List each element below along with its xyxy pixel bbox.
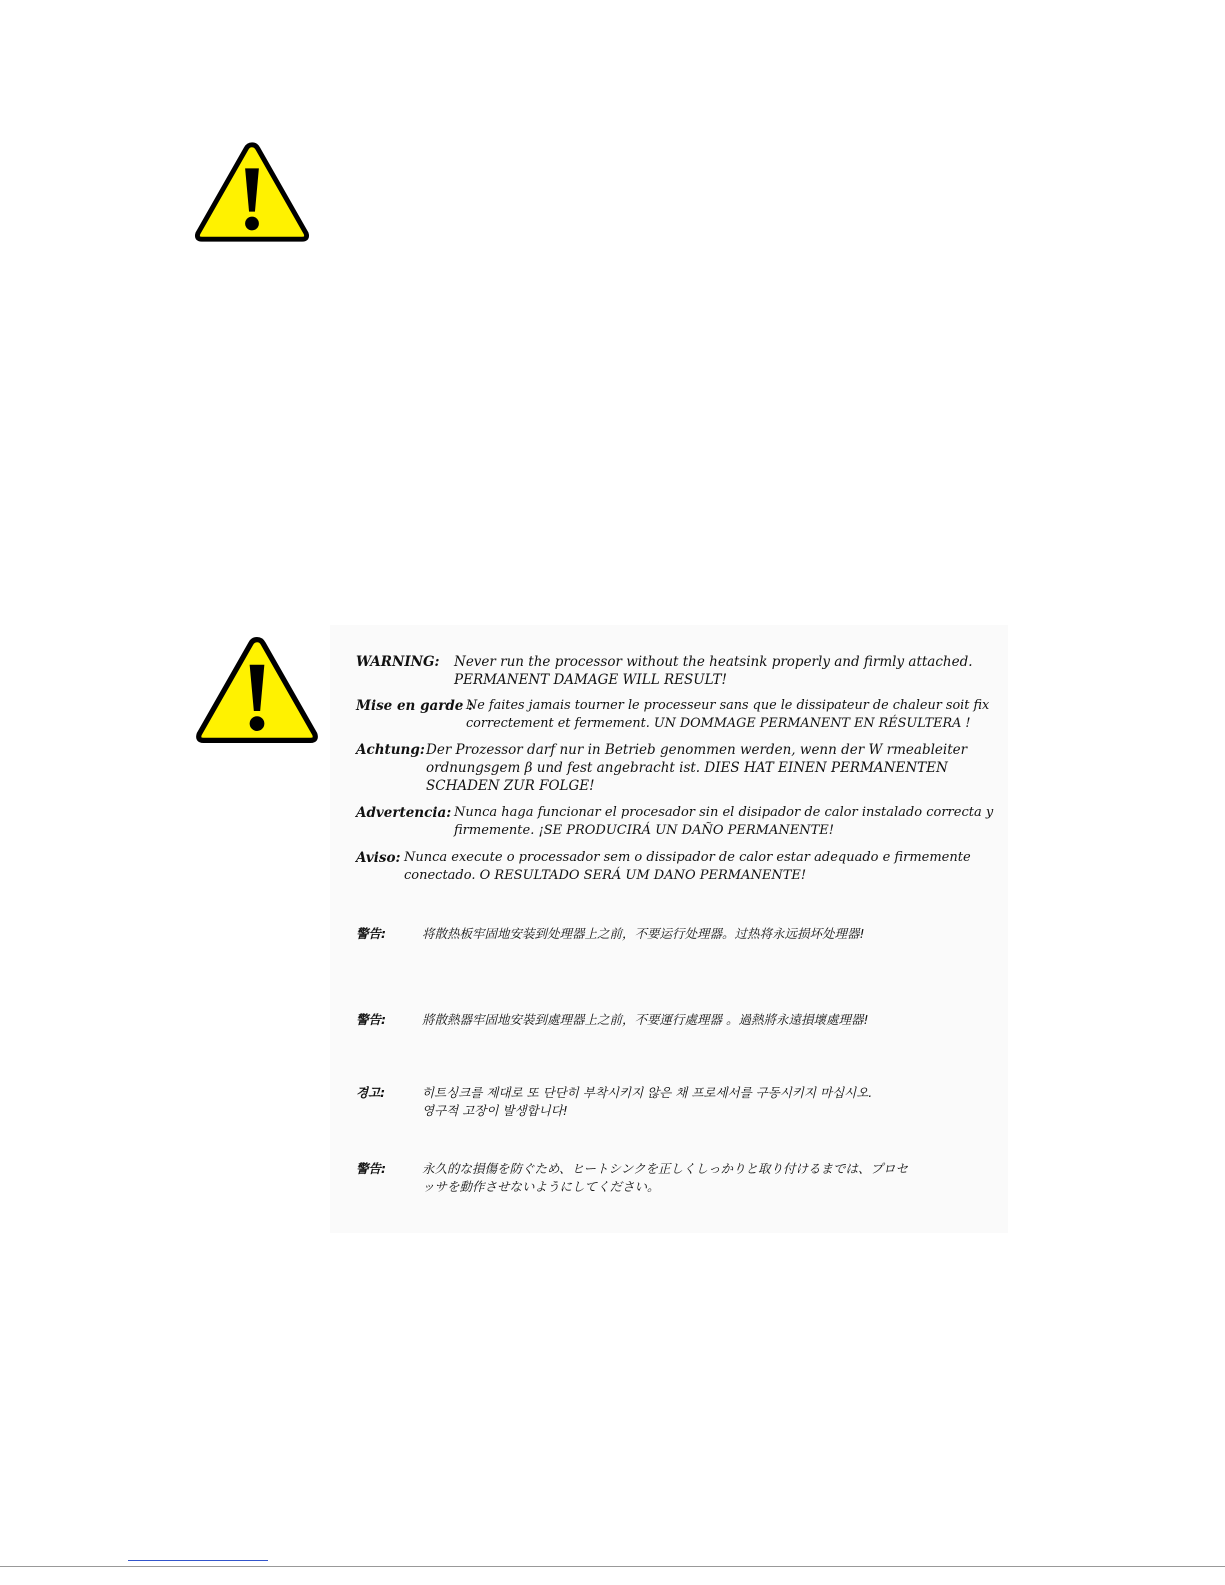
warning-notice-panel — [330, 625, 1008, 1233]
notice-label: 경고: — [356, 1085, 386, 1100]
notice-text: Ne faites jamais tourner le processeur sans que le dissipateur de chaleur soit fix correctement et fermement. UN DOMMAGE PERMANENT EN RÉSULTERA ! — [466, 698, 990, 731]
notice-label: 警告: — [356, 1012, 386, 1027]
notice-label: WARNING: — [356, 654, 440, 670]
notice-label: Mise en garde : — [356, 698, 474, 714]
notice-chinese-simplified — [356, 925, 865, 943]
notice-german — [356, 741, 968, 794]
notice-label: Achtung: — [356, 742, 425, 758]
notice-text: 将散热板牢固地安装到处理器上之前，不要运行处理器。过热将永远损坏处理器! — [422, 926, 865, 941]
footer-rule — [0, 1566, 1225, 1567]
notice-label: Aviso: — [356, 850, 401, 866]
notice-text: 永久的な損傷を防ぐため、ヒートシンクを正しくしっかりと取り付けるまでは、プロセ ッサを動作させないようにしてください。 — [422, 1161, 908, 1194]
notice-chinese-traditional — [356, 1011, 869, 1029]
notice-text: Nunca execute o processador sem o dissipador de calor estar adequado e firmemente conectado. O RESULTADO SERÁ UM DANO PERMANENTE! — [404, 850, 971, 883]
notice-label: Advertencia: — [356, 805, 452, 821]
notice-japanese — [356, 1160, 908, 1194]
notice-english — [356, 653, 973, 688]
notice-portuguese — [356, 849, 971, 883]
notice-label: 警告: — [356, 1161, 386, 1176]
notice-text: Never run the processor without the heatsink properly and firmly attached. PERMANENT DAMAGE WILL RESULT! — [454, 654, 973, 688]
notice-text: Nunca haga funcionar el procesador sin el disipador de calor instalado correcta y firmemente. ¡SE PRODUCIRÁ UN DAÑO PERMANENTE! — [454, 805, 994, 838]
warning-triangle-icon — [194, 634, 320, 746]
notice-text: 히트싱크를 제대로 또 단단히 부착시키지 않은 채 프로세서를 구동시키지 마십시오. 영구적 고장이 발생합니다! — [422, 1085, 873, 1118]
notice-label: 警告: — [356, 926, 386, 941]
footer-link-underline — [128, 1560, 268, 1561]
notice-spanish — [356, 804, 994, 838]
notice-french — [356, 697, 990, 731]
notice-text: Der Prozessor darf nur in Betrieb genommen werden, wenn der W rmeableiter ordnungsgem β und fest angebracht ist. DIES HAT EINEN PERMANENTEN SCHADEN ZUR FOLGE! — [426, 742, 968, 794]
notice-text: 將散熱器牢固地安裝到處理器上之前，不要運行處理器 。過熱將永遠損壞處理器! — [422, 1012, 869, 1027]
notice-korean — [356, 1084, 873, 1118]
warning-triangle-icon — [193, 140, 311, 244]
